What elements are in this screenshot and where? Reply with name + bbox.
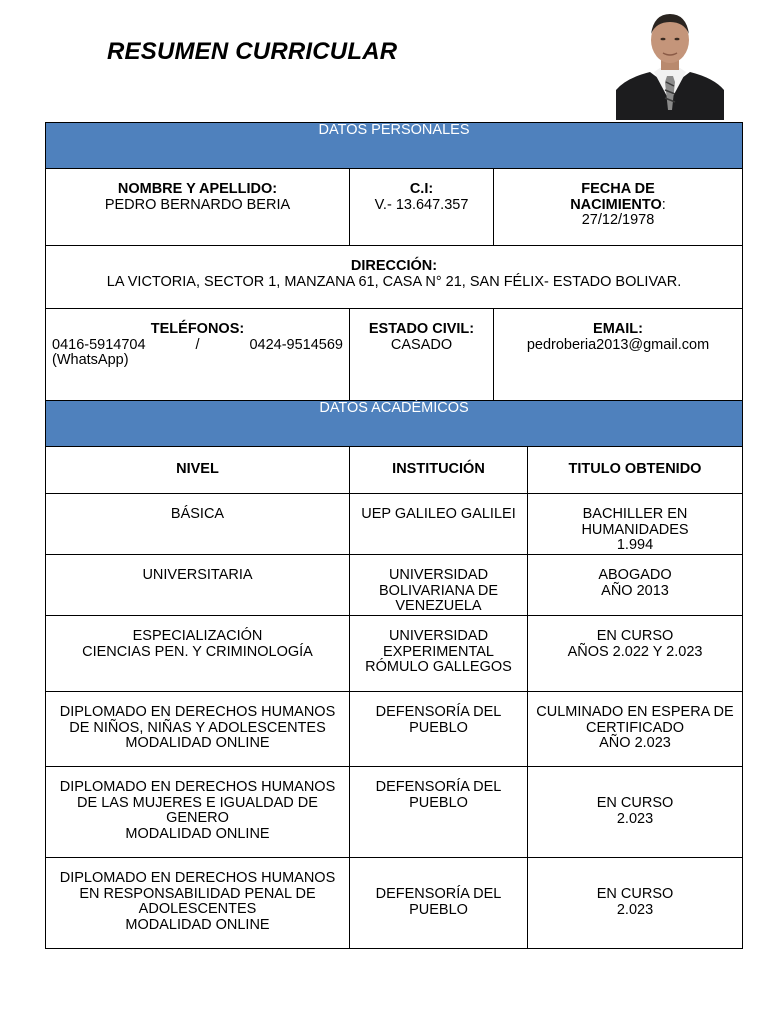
name-label: NOMBRE Y APELLIDO:	[117, 181, 278, 197]
column-header-title: TITULO OBTENIDO	[528, 447, 743, 494]
academic-data-header: DATOS ACADÉMICOS	[46, 401, 743, 447]
ci-value: V.- 13.647.357	[374, 196, 469, 213]
institution-cell: DEFENSORÍA DEL PUEBLO	[350, 692, 528, 767]
personal-data-header: DATOS PERSONALES	[46, 123, 743, 169]
civil-status-value: CASADO	[390, 336, 453, 353]
institution-cell: UNIVERSIDAD EXPERIMENTAL RÓMULO GALLEGOS	[350, 616, 528, 692]
institution-cell: UEP GALILEO GALILEI	[350, 494, 528, 555]
birth-label-line1: FECHA DE	[581, 181, 655, 197]
name-cell	[46, 169, 350, 246]
birth-label-colon: :	[661, 196, 666, 213]
phone-2: 0424-9514569	[249, 336, 343, 353]
email-label: EMAIL:	[593, 321, 643, 337]
level-cell: DIPLOMADO EN DERECHOS HUMANOS DE NIÑOS, NIÑAS Y ADOLESCENTES MODALIDAD ONLINE	[46, 692, 350, 767]
phones-cell	[46, 309, 350, 401]
title-cell: BACHILLER EN HUMANIDADES 1.994	[528, 494, 743, 555]
title-cell: EN CURSO AÑOS 2.022 Y 2.023	[528, 616, 743, 692]
birth-value: 27/12/1978	[581, 212, 655, 228]
ci-label: C.I:	[409, 181, 434, 197]
title-cell: ABOGADO AÑO 2013	[528, 555, 743, 616]
phone-note: (WhatsApp)	[52, 352, 129, 368]
name-value: PEDRO BERNARDO BERIA	[104, 196, 291, 213]
address-cell	[46, 246, 743, 309]
institution-cell: DEFENSORÍA DEL PUEBLO	[350, 858, 528, 949]
phone-1: 0416-5914704	[52, 336, 146, 353]
profile-photo	[616, 12, 724, 120]
ci-cell	[350, 169, 494, 246]
title-cell: CULMINADO EN ESPERA DE CERTIFICADO AÑO 2.023	[528, 692, 743, 767]
document-title: RESUMEN CURRICULAR	[107, 38, 398, 65]
table-row	[46, 767, 743, 858]
resume-table	[45, 122, 743, 949]
email-value: pedroberia2013@gmail.com	[526, 336, 710, 353]
table-row	[46, 616, 743, 692]
column-header-level: NIVEL	[46, 447, 350, 494]
civil-status-label: ESTADO CIVIL:	[368, 321, 475, 337]
table-row	[46, 692, 743, 767]
civil-status-cell	[350, 309, 494, 401]
level-cell: UNIVERSITARIA	[46, 555, 350, 616]
level-cell: DIPLOMADO EN DERECHOS HUMANOS DE LAS MUJERES E IGUALDAD DE GENERO MODALIDAD ONLINE	[46, 767, 350, 858]
birth-label-line2: NACIMIENTO	[570, 196, 662, 213]
table-row	[46, 494, 743, 555]
address-label: DIRECCIÓN:	[350, 258, 438, 274]
title-cell: EN CURSO 2.023	[528, 767, 743, 858]
level-cell: DIPLOMADO EN DERECHOS HUMANOS EN RESPONSABILIDAD PENAL DE ADOLESCENTES MODALIDAD ONLINE	[46, 858, 350, 949]
table-row	[46, 555, 743, 616]
institution-cell: DEFENSORÍA DEL PUEBLO	[350, 767, 528, 858]
institution-cell: UNIVERSIDAD BOLIVARIANA DE VENEZUELA	[350, 555, 528, 616]
level-cell: ESPECIALIZACIÓN CIENCIAS PEN. Y CRIMINOLOGÍA	[46, 616, 350, 692]
birth-cell	[494, 169, 743, 246]
phones-label: TELÉFONOS:	[150, 321, 245, 337]
email-cell	[494, 309, 743, 401]
title-cell: EN CURSO 2.023	[528, 858, 743, 949]
phone-separator: /	[195, 336, 200, 353]
address-value: LA VICTORIA, SECTOR 1, MANZANA 61, CASA N° 21, SAN FÉLIX- ESTADO BOLIVAR.	[106, 273, 682, 290]
column-header-institution: INSTITUCIÓN	[350, 447, 528, 494]
level-cell: BÁSICA	[46, 494, 350, 555]
table-row	[46, 858, 743, 949]
